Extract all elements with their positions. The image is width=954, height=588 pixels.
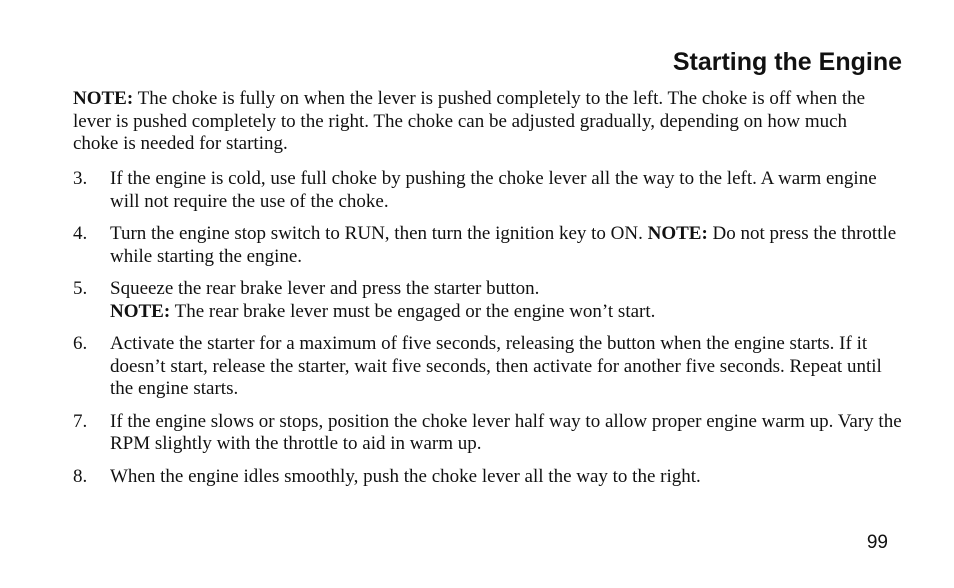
step-text bbox=[110, 466, 905, 489]
note-text: Do not press the throttle while starting the engine. bbox=[110, 223, 897, 267]
step-text-content: When the engine idles smoothly, push the choke lever all the way to the right. bbox=[110, 465, 701, 487]
step-number: 4. bbox=[73, 223, 88, 244]
step-item bbox=[73, 168, 905, 213]
step-text bbox=[110, 168, 905, 213]
step-text-content: Squeeze the rear brake lever and press the starter button. bbox=[110, 278, 540, 299]
note-text: The choke is fully on when the lever is pushed completely to the left. The choke is off when the lever is pushed completely to the right. The choke can be adjusted gradually, depending on how much choke is needed for starting. bbox=[73, 88, 866, 154]
step-number: 8. bbox=[73, 465, 88, 487]
step-item bbox=[73, 278, 905, 323]
step-text bbox=[110, 411, 905, 456]
step-item bbox=[73, 223, 905, 268]
note-label: NOTE: bbox=[647, 223, 708, 244]
step-text-content: Turn the engine stop switch to RUN, then turn the ignition key to ON. bbox=[110, 223, 648, 244]
page-title: Starting the Engine bbox=[672, 48, 902, 76]
step-text bbox=[110, 223, 905, 268]
step-item bbox=[73, 466, 905, 489]
note-label: NOTE: bbox=[110, 300, 171, 322]
step-text-content: Activate the starter for a maximum of five seconds, releasing the button when the engine starts. If it doesn’t start, release the starter, wait five seconds, then activate for another five seconds. Repeat until the engine starts. bbox=[110, 333, 882, 399]
step-text bbox=[110, 278, 905, 323]
step-item bbox=[73, 333, 905, 401]
step-text-content: If the engine is cold, use full choke by pushing the choke lever all the way to the left. A warm engine will not require the use of the choke. bbox=[110, 168, 877, 212]
note-label: NOTE: bbox=[73, 88, 134, 109]
step-text bbox=[110, 333, 905, 401]
intro-note bbox=[73, 88, 893, 156]
step-item bbox=[73, 411, 905, 456]
note-text: The rear brake lever must be engaged or the engine won’t start. bbox=[170, 300, 656, 322]
steps-list bbox=[73, 168, 905, 498]
page-number: 99 bbox=[866, 532, 888, 553]
step-number: 5. bbox=[73, 278, 88, 299]
step-number: 6. bbox=[73, 333, 88, 354]
step-text-content: If the engine slows or stops, position the choke lever half way to allow proper engine warm up. Vary the RPM slightly with the throttle to aid in warm up. bbox=[110, 410, 902, 454]
step-number: 3. bbox=[73, 168, 88, 189]
step-number: 7. bbox=[73, 410, 88, 432]
